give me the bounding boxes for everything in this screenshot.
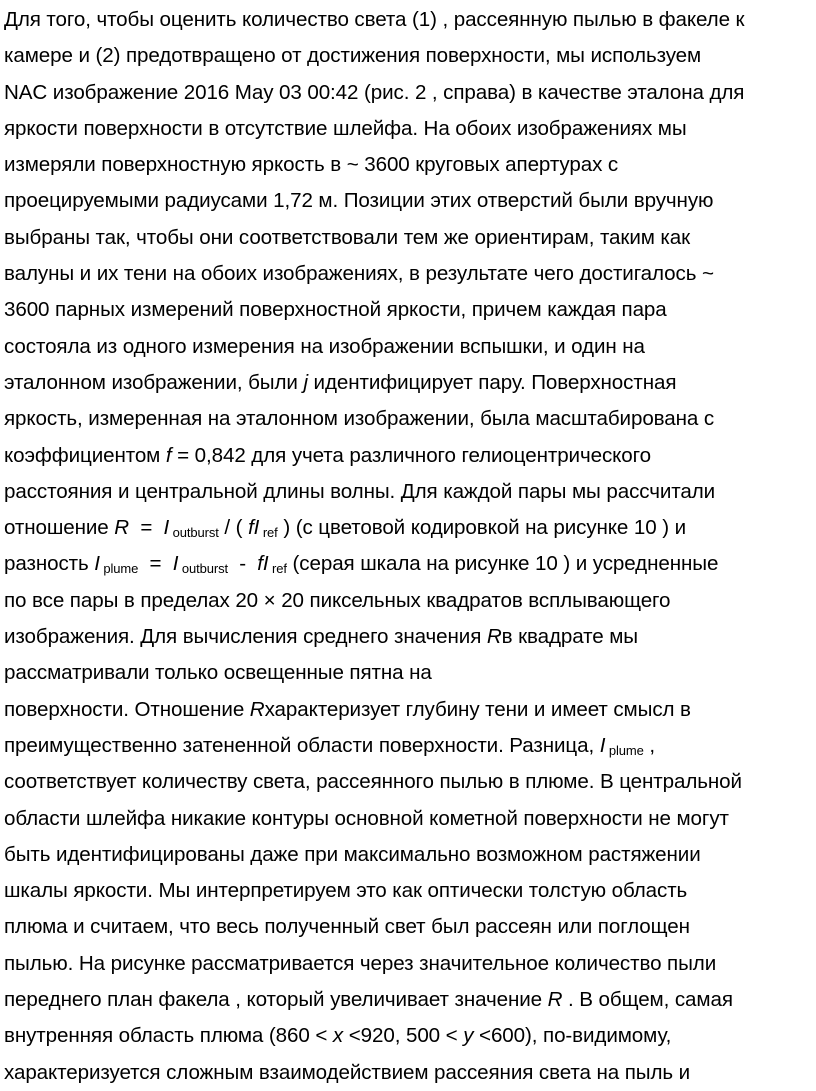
text-line-22: соответствует количеству света, рассеянного пылью в плюме. В центральной: [4, 770, 742, 794]
text-line-5: измеряли поверхностную яркость в ~ 3600 круговых апертурах с: [4, 153, 619, 177]
text-segment: ) (с цветовой кодировкой на рисунке 10 ) и: [277, 516, 687, 540]
variable-R: R: [114, 516, 130, 540]
text-segment: идентифицирует пару. Поверхностная: [307, 370, 677, 394]
text-segment: переднего план факела , который увеличивает значение: [4, 988, 548, 1012]
variable-j: j: [303, 370, 308, 394]
subscript-plume: plume: [605, 742, 644, 758]
text-segment: эталонном изображении, были: [4, 370, 304, 394]
subscript-outburst: outburst: [169, 525, 219, 541]
text-line-9: 3600 парных измерений поверхностной яркости, причем каждая пара: [4, 298, 667, 322]
equals-sign: =: [138, 552, 173, 576]
text-segment: = 0,842 для учета различного гелиоцентрического: [171, 443, 651, 467]
text-line-2: камере и (2) предотвращено от достижения поверхности, мы используем: [4, 44, 702, 68]
variable-y: y: [463, 1024, 474, 1048]
text-segment: в квадрате мы: [501, 625, 638, 649]
text-line-28: [4, 982, 810, 1018]
text-line-17: по все пары в пределах 20 × 20 пиксельных квадратов всплывающего: [4, 588, 671, 612]
text-segment: коэффициентом: [4, 443, 166, 467]
text-line-23: области шлейфа никакие контуры основной кометной поверхности не могут: [4, 806, 729, 830]
subscript-ref: ref: [268, 561, 287, 577]
text-line-27: пылью. На рисунке рассматривается через значительное количество пыли: [4, 951, 717, 975]
text-line-21: [4, 728, 810, 764]
variable-R: R: [547, 988, 563, 1012]
text-line-14: расстояния и центральной длины волны. Для каждой пары мы рассчитали: [4, 479, 716, 503]
text-segment: <920, 500 <: [343, 1024, 464, 1048]
text-line-15: [4, 510, 810, 546]
text-line-19: рассматривали только освещенные пятна на: [4, 661, 432, 685]
text-segment: преимущественно затененной области поверхности. Разница,: [4, 733, 600, 757]
text-line-29: [4, 1018, 810, 1054]
subscript-plume: plume: [99, 561, 139, 577]
variable-R: R: [486, 625, 502, 649]
text-line-7: выбраны так, чтобы они соответствовали тем же ориентирам, таким как: [4, 225, 691, 249]
text-line-10: состояла из одного измерения на изображении вспышки, и один на: [4, 334, 645, 358]
text-line-18: [4, 619, 810, 655]
variable-fI: fI: [248, 516, 260, 540]
text-line-26: плюма и считаем, что весь полученный свет был рассеян или поглощен: [4, 915, 690, 939]
text-segment: <600), по-видимому,: [473, 1024, 672, 1048]
text-line-1: Для того, чтобы оценить количество света (1) , рассеянную пылью в факеле к: [4, 8, 745, 31]
variable-I: I: [94, 552, 100, 576]
text-segment: разность: [4, 552, 95, 576]
variable-f: f: [165, 443, 172, 467]
text-line-25: шкалы яркости. Мы интерпретируем это как оптически толстую область: [4, 879, 688, 903]
text-line-16: [4, 546, 810, 582]
text-line-20: [4, 692, 810, 728]
text-line-12: яркость, измеренная на эталонном изображении, была масштабирована с: [4, 407, 715, 431]
text-line-30: характеризуется сложным взаимодействием рассеяния света на пыль и: [4, 1060, 691, 1084]
variable-I: I: [163, 516, 170, 540]
minus-sign: -: [228, 552, 258, 576]
text-segment: отношение: [4, 516, 115, 540]
text-line-13: [4, 438, 810, 474]
text-line-8: валуны и их тени на обоих изображениях, в результате чего достигалось ~: [4, 262, 714, 286]
variable-R: R: [249, 697, 265, 721]
text-line-6: проецируемыми радиусами 1,72 м. Позиции этих отверстий были вручную: [4, 189, 714, 213]
text-segment: изображения. Для вычисления среднего значения: [4, 625, 487, 649]
text-segment: характеризует глубину тени и имеет смысл в: [264, 697, 691, 721]
variable-I: I: [599, 733, 606, 757]
text-line-24: быть идентифицированы даже при максимально возможном растяжении: [4, 842, 701, 866]
text-line-3: NAC изображение 2016 May 03 00:42 (рис. 2 , справа) в качестве эталона для: [4, 80, 745, 104]
text-line-4: яркости поверхности в отсутствие шлейфа. На обоих изображениях мы: [4, 116, 687, 140]
text-segment: . В общем, самая: [562, 988, 733, 1012]
text-segment: ,: [643, 733, 655, 757]
text-line-11: [4, 365, 810, 401]
variable-fI: fI: [257, 552, 269, 576]
text-segment: (серая шкала на рисунке 10 ) и усредненные: [286, 552, 719, 576]
text-segment: поверхности. Отношение: [4, 697, 250, 721]
variable-x: x: [332, 1024, 344, 1048]
variable-I: I: [172, 552, 179, 576]
subscript-ref: ref: [259, 525, 278, 541]
text-segment: / (: [218, 516, 249, 540]
equals-sign: =: [129, 516, 164, 540]
subscript-outburst: outburst: [178, 561, 229, 577]
text-segment: внутренняя область плюма (860 <: [4, 1024, 333, 1048]
